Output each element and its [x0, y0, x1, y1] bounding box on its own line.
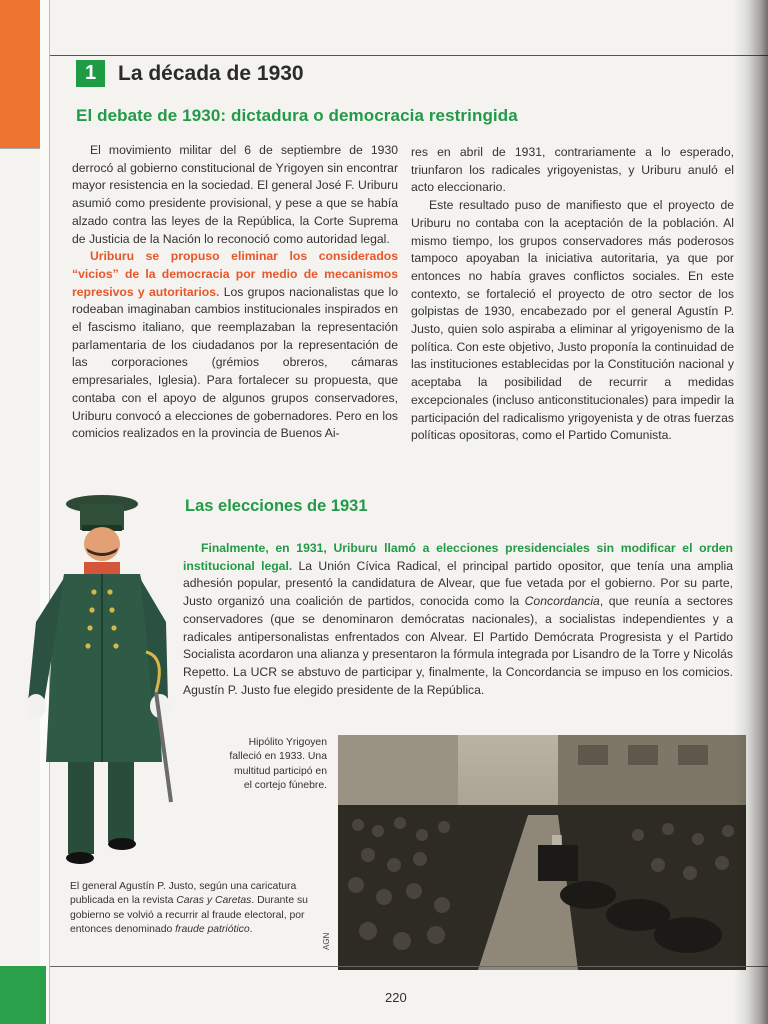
caption-text: . Durante su gobierno se volvió a recurrir al fraude electoral, por entonces denominado: [70, 895, 308, 936]
highlighted-text: Finalmente, en 1931, Uriburu llamó a elecciones presidenciales sin modificar el orden institucional legal.: [183, 541, 733, 573]
paragraph: [72, 248, 398, 443]
paragraph: res en abril de 1931, contrariamente a lo esperado, triunfaron los radicales yrigoyenistas, y Uriburu anuló el acto eleccionario.: [411, 145, 734, 195]
illustration-caption: [70, 880, 330, 938]
italic-term: Concordancia: [524, 594, 600, 609]
footer-rule: [50, 966, 768, 967]
photo-caption: Hipólito Yrigoyen falleció en 1933. Una multitud participó en el cortejo fúnebre.: [229, 737, 327, 792]
elections-text: [183, 540, 733, 699]
page-number: 220: [385, 990, 407, 1005]
section-subtitle: El debate de 1930: dictadura o democracia restringida: [76, 106, 518, 125]
section-title: La década de 1930: [118, 62, 304, 85]
italic-term: fraude patriótico: [175, 924, 250, 936]
orange-tab: [0, 0, 40, 148]
paragraph: El movimiento militar del 6 de septiembre de 1930 derrocó al gobierno constitucional de Yrigoyen sin encontrar mayor resistencia en la sociedad. El general José F. Uriburu asumió como presidente provisional, y pese a que se había alzado contra las leyes de la República, la Corte Suprema de Justicia de la Nación lo reconoció como autoridad legal.: [72, 143, 398, 246]
section-number-badge: 1: [76, 60, 105, 87]
book-binding-shadow: [734, 0, 768, 1024]
paragraph-text: , que reunía a sectores conservadores (que se denominaron demócratas nacionales), a socialistas independientes y a radicales antipersonalistas enfrentados con Alvear. El Partido Demócrata Progresista y el Partido Socialista acordaron una alianza y presentaron la fórmula integrada por Lisandro de la Torre y Nicolás Repetto. La UCR se abstuvo de participar y, finalmente, la Concordancia se impuso en los comicios. Agustín P. Justo fue elegido presidente de la República.: [183, 594, 733, 697]
green-tab: [0, 966, 46, 1024]
paragraph: Este resultado puso de manifiesto que el proyecto de Uriburu no contaba con la aceptación de la población. Al mismo tiempo, los grupos conservadores más poderosos tampoco apoyaban la iniciativa autoritaria, ya que por entonces no había graves conflictos sociales. En este contexto, se fortaleció el proyecto de otro sector de los golpistas de 1930, encabezado por el general Agustín P. Justo, quien solo aspiraba a eliminar al yrigoyenismo de la política. Con este objetivo, Justo proponía la continuidad de las instituciones establecidas por la Constitución nacional y aceptaba la posibilidad de recurrir a medidas excepcionales (incluso anticonstitucionales) para impedir la participación del radicalismo yrigoyenista y de otras fuerzas políticas opositoras, como el Partido Comunista.: [411, 198, 734, 443]
caption-text: .: [249, 924, 253, 936]
elections-heading: Las elecciones de 1931: [185, 497, 368, 515]
funeral-procession-photo: [338, 735, 746, 970]
magazine-name: Caras y Caretas: [176, 895, 252, 907]
paragraph-text: La Unión Cívica Radical, el principal partido opositor, que tenía una amplia adhesión popular, presentó la candidatura de Alvear, que fue vetada por el gobierno. Por su parte, Justo organizó una coalición de partidos, conocida como la: [183, 558, 733, 609]
tab-divider: [0, 148, 40, 149]
justo-caricature-illustration: [16, 492, 176, 872]
header-rule: [50, 55, 768, 56]
caption-text: El general Agustín P. Justo, según una caricatura publicada en la revista: [70, 881, 297, 907]
paragraph-text: Los grupos nacionalistas que lo rodeaban imaginaban cambios institucionales inspirados en el fascismo italiano, que reemplazaban la representación parlamentaria de los ciudadanos por la representación de las corporaciones (grémios obreros, cámaras empresariales, Iglesia). Para fortalecer su propuesta, que contaba con el apoyo de algunos grupos conservadores, Uriburu convocó a elecciones de gobernadores. Pero en los comicios realizados en la provincia de Buenos Ai-: [72, 284, 398, 441]
highlighted-text: Uriburu se propuso eliminar los considerados “vicios” de la democracia por medio de mecanismos represivos y autoritarios.: [72, 249, 398, 299]
paragraph: [183, 540, 733, 699]
photo-credit: AGN: [322, 932, 331, 950]
text-column-right: [411, 144, 734, 445]
text-column-left: [72, 142, 398, 443]
